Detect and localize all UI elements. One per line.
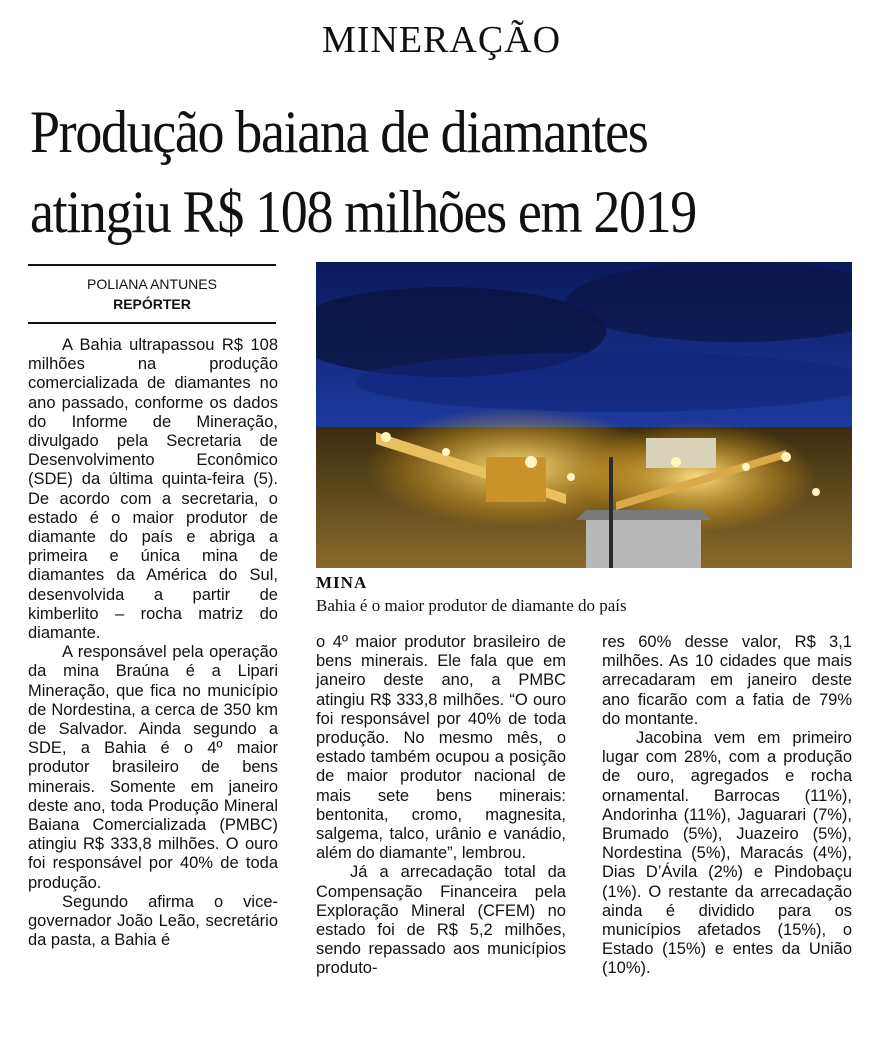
article-column-3 xyxy=(602,633,852,979)
article-column-1 xyxy=(28,336,278,951)
mine-night-image xyxy=(316,262,852,568)
paragraph: Já a arrecadação total da Compensação Financeira pela Exploração Mineral (CFEM) no estado foi de R$ 5,2 milhões, sendo repassado aos municípios produto- xyxy=(316,863,566,978)
byline-top-rule xyxy=(28,264,276,266)
mine-photo xyxy=(316,262,852,568)
byline-role: REPÓRTER xyxy=(113,296,191,312)
headline xyxy=(30,92,777,252)
paragraph: res 60% desse valor, R$ 3,1 milhões. As 10 cidades que mais arrecadaram em janeiro deste ano ficarão com a fatia de 79% do montante. xyxy=(602,633,852,728)
photo-caption: Bahia é o maior produtor de diamante do país xyxy=(316,596,627,615)
article-column-2 xyxy=(316,633,566,979)
photo-caption-kicker: MINA xyxy=(316,573,368,592)
paragraph: Segundo afirma o vice-governador João Leão, secretário da pasta, a Bahia é xyxy=(28,892,278,950)
section-label: MINERAÇÃO xyxy=(321,19,562,61)
paragraph: o 4º maior produtor brasileiro de bens minerais. Ele fala que em janeiro deste ano, a PMBC atingiu R$ 333,8 milhões. “O ouro foi responsável por 40% de toda produção. No mesmo mês, o estado também ocupou a posição de maior produtor nacional de mais sete bens minerais: bentonita, cromo, magnesita, salgema, talco, urânio e vanádio, além do diamante”, lembrou. xyxy=(316,633,566,863)
byline-name: POLIANA ANTUNES xyxy=(87,276,217,292)
headline-line-2: atingiu R$ 108 milhões em 2019 xyxy=(30,179,696,245)
paragraph: Jacobina vem em primeiro lugar com 28%, com a produção de ouro, agregados e rocha ornamental. Barrocas (11%), Andorinha (11%), Jaguarari (7%), Brumado (5%), Juazeiro (5%), Nordestina (5%), Maracás (4%), Dias D’Ávila (2%) e Pindobaçu (1%). O restante da arrecadação ainda é dividido para os municípios afetados (15%), o Estado (15%) e entes da União (10%). xyxy=(602,729,852,978)
paragraph: A responsável pela operação da mina Braúna é a Lipari Mineração, que fica no município de Nordestina, a cerca de 350 km de Salvador. Ainda segundo a SDE, a Bahia é o 4º maior produtor brasileiro de bens minerais. Somente em janeiro deste ano, toda Produção Mineral Baiana Comercializada (PMBC) atingiu R$ 333,8 milhões. O ouro foi responsável por 40% de toda produção. xyxy=(28,643,278,892)
paragraph: A Bahia ultrapassou R$ 108 milhões na produção comercializada de diamantes no ano passado, conforme os dados do Informe de Mineração, divulgado pela Secretaria de Desenvolvimento Econômico (SDE) da última quinta-feira (5). De acordo com a secretaria, o estado é o maior produtor de diamante do país e abriga a primeira e única mina de diamantes da América do Sul, desenvolvida a partir de kimberlito – rocha matriz do diamante. xyxy=(28,336,278,643)
headline-line-1: Produção baiana de diamantes xyxy=(30,99,648,165)
byline-bottom-rule xyxy=(28,322,276,324)
